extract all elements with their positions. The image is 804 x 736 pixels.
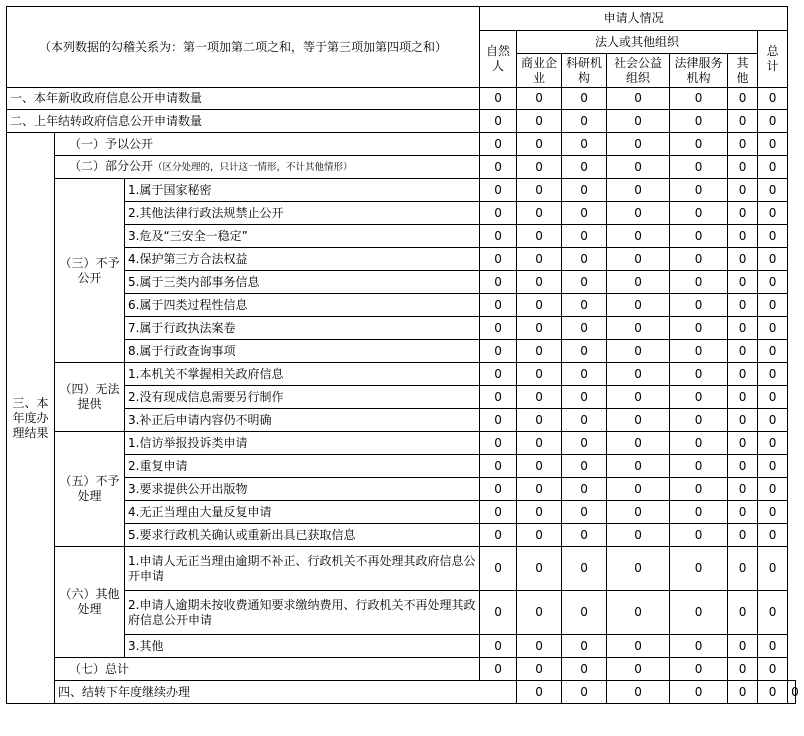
legal-group-header: 法人或其他组织 (517, 31, 758, 54)
cell-value: 0 (480, 591, 517, 635)
cell-value: 0 (480, 133, 517, 156)
cell-value: 0 (670, 681, 728, 704)
cell-value: 0 (607, 88, 670, 110)
cell-value: 0 (480, 110, 517, 133)
row-label: （一）予以公开 (55, 133, 480, 156)
cell-value: 0 (517, 179, 562, 202)
cell-value: 0 (728, 271, 758, 294)
cell-value: 0 (562, 658, 607, 681)
cell-value: 0 (607, 156, 670, 179)
row-label (55, 156, 480, 179)
cell-value: 0 (517, 524, 562, 547)
cell-value: 0 (670, 409, 728, 432)
cell-value: 0 (758, 681, 788, 704)
table-row (7, 635, 796, 658)
cell-value: 0 (758, 225, 788, 248)
cell-value: 0 (728, 202, 758, 225)
cell-value: 0 (480, 156, 517, 179)
cell-value: 0 (758, 179, 788, 202)
total-header: 总计 (758, 31, 788, 88)
table-row (7, 88, 796, 110)
cell-value: 0 (728, 133, 758, 156)
row-label: 四、结转下年度继续办理 (55, 681, 517, 704)
cell-value: 0 (758, 317, 788, 340)
applicant-header: 申请人情况 (480, 7, 788, 31)
row-label: 2.其他法律行政法规禁止公开 (125, 202, 480, 225)
cell-value: 0 (758, 455, 788, 478)
cell-value: 0 (728, 547, 758, 591)
row-label: 1.本机关不掌握相关政府信息 (125, 363, 480, 386)
cell-value: 0 (607, 432, 670, 455)
cell-value: 0 (670, 271, 728, 294)
cell-value: 0 (670, 635, 728, 658)
business-header: 商业企业 (517, 54, 562, 88)
cell-value: 0 (562, 202, 607, 225)
cell-value: 0 (670, 658, 728, 681)
cell-value: 0 (728, 363, 758, 386)
cell-value: 0 (607, 202, 670, 225)
table-row (7, 294, 796, 317)
cell-value: 0 (562, 248, 607, 271)
partial-label: （二）部分公开 (69, 159, 154, 173)
cell-value: 0 (480, 386, 517, 409)
cell-value: 0 (728, 409, 758, 432)
cell-value: 0 (670, 294, 728, 317)
cell-value: 0 (728, 432, 758, 455)
cell-value: 0 (517, 271, 562, 294)
cell-value: 0 (758, 478, 788, 501)
cell-value: 0 (728, 478, 758, 501)
cell-value: 0 (517, 658, 562, 681)
cell-value: 0 (517, 432, 562, 455)
cell-value: 0 (480, 478, 517, 501)
cell-value: 0 (728, 340, 758, 363)
cell-value: 0 (607, 681, 670, 704)
cell-value: 0 (758, 294, 788, 317)
cell-value: 0 (670, 363, 728, 386)
cell-value: 0 (758, 501, 788, 524)
cell-value: 0 (728, 386, 758, 409)
cell-value: 0 (562, 386, 607, 409)
row-label: 7.属于行政执法案卷 (125, 317, 480, 340)
cell-value: 0 (480, 455, 517, 478)
cell-value: 0 (670, 156, 728, 179)
cell-value: 0 (607, 591, 670, 635)
cell-value: 0 (562, 455, 607, 478)
row-label: 二、上年结转政府信息公开申请数量 (7, 110, 480, 133)
social-header: 社会公益组织 (607, 54, 670, 88)
table-row (7, 225, 796, 248)
table-row (7, 156, 796, 179)
cell-value: 0 (788, 681, 796, 704)
cell-value: 0 (517, 501, 562, 524)
cell-value: 0 (562, 363, 607, 386)
cell-value: 0 (728, 88, 758, 110)
cell-value: 0 (562, 635, 607, 658)
cell-value: 0 (758, 271, 788, 294)
cell-value: 0 (480, 547, 517, 591)
legal-service-header: 法律服务机构 (670, 54, 728, 88)
cell-value: 0 (607, 294, 670, 317)
cell-value: 0 (517, 294, 562, 317)
cell-value: 0 (607, 386, 670, 409)
cell-value: 0 (728, 658, 758, 681)
cell-value: 0 (517, 202, 562, 225)
cell-value: 0 (480, 294, 517, 317)
cell-value: 0 (480, 409, 517, 432)
cell-value: 0 (562, 156, 607, 179)
cell-value: 0 (607, 179, 670, 202)
cell-value: 0 (670, 455, 728, 478)
cell-value: 0 (728, 317, 758, 340)
cell-value: 0 (480, 225, 517, 248)
cell-value: 0 (480, 340, 517, 363)
cell-value: 0 (517, 363, 562, 386)
cell-value: 0 (607, 248, 670, 271)
cell-value: 0 (670, 88, 728, 110)
cell-value: 0 (758, 202, 788, 225)
cell-value: 0 (517, 156, 562, 179)
cell-value: 0 (517, 317, 562, 340)
cell-value: 0 (758, 88, 788, 110)
row-label: 3.其他 (125, 635, 480, 658)
cell-value: 0 (728, 455, 758, 478)
cell-value: 0 (517, 478, 562, 501)
cell-value: 0 (480, 635, 517, 658)
cell-value: 0 (670, 225, 728, 248)
cell-value: 0 (562, 478, 607, 501)
table-row (7, 363, 796, 386)
cell-value: 0 (670, 340, 728, 363)
cell-value: 0 (607, 225, 670, 248)
cell-value: 0 (758, 409, 788, 432)
cell-value: 0 (517, 110, 562, 133)
table-row (7, 478, 796, 501)
cell-value: 0 (670, 110, 728, 133)
cell-value: 0 (480, 248, 517, 271)
cell-value: 0 (517, 591, 562, 635)
cell-value: 0 (728, 501, 758, 524)
other-header: 其他 (728, 54, 758, 88)
cell-value: 0 (670, 478, 728, 501)
table-row (7, 110, 796, 133)
cell-value: 0 (758, 524, 788, 547)
table-row (7, 202, 796, 225)
table-row (7, 591, 796, 635)
table-row (7, 340, 796, 363)
cell-value: 0 (728, 591, 758, 635)
cell-value: 0 (670, 591, 728, 635)
cell-value: 0 (517, 386, 562, 409)
cell-value: 0 (670, 179, 728, 202)
row-label: 一、本年新收政府信息公开申请数量 (7, 88, 480, 110)
cell-value: 0 (670, 501, 728, 524)
cell-value: 0 (607, 455, 670, 478)
cell-value: 0 (728, 110, 758, 133)
cell-value: 0 (758, 363, 788, 386)
cell-value: 0 (758, 248, 788, 271)
table-row (7, 455, 796, 478)
cell-value: 0 (607, 524, 670, 547)
cell-value: 0 (758, 386, 788, 409)
cell-value: 0 (728, 156, 758, 179)
row-label: 5.要求行政机关确认或重新出具已获取信息 (125, 524, 480, 547)
cell-value: 0 (758, 133, 788, 156)
cell-value: 0 (480, 202, 517, 225)
cell-value: 0 (607, 363, 670, 386)
table-row (7, 681, 796, 704)
table-row (7, 133, 796, 156)
table-row (7, 386, 796, 409)
cell-value: 0 (758, 658, 788, 681)
row-label: 1.申请人无正当理由逾期不补正、行政机关不再处理其政府信息公开申请 (125, 547, 480, 591)
cell-value: 0 (607, 547, 670, 591)
cell-value: 0 (758, 635, 788, 658)
disclosure-table (6, 6, 799, 704)
group-six-label: （六）其他处理 (55, 547, 125, 658)
cell-value: 0 (562, 88, 607, 110)
table-row (7, 524, 796, 547)
cell-value: 0 (562, 110, 607, 133)
cell-value: 0 (607, 658, 670, 681)
cell-value: 0 (607, 110, 670, 133)
table-row (7, 248, 796, 271)
cell-value: 0 (670, 248, 728, 271)
cell-value: 0 (517, 340, 562, 363)
row-label: 2.申请人逾期未按收费通知要求缴纳费用、行政机关不再处理其政府信息公开申请 (125, 591, 480, 635)
cell-value: 0 (480, 501, 517, 524)
cell-value: 0 (728, 225, 758, 248)
cell-value: 0 (670, 202, 728, 225)
cell-value: 0 (758, 156, 788, 179)
cell-value: 0 (562, 225, 607, 248)
cell-value: 0 (758, 340, 788, 363)
cell-value: 0 (517, 409, 562, 432)
row-label: 3.补正后申请内容仍不明确 (125, 409, 480, 432)
table-row (7, 409, 796, 432)
cell-value: 0 (562, 133, 607, 156)
row-label: 4.无正当理由大量反复申请 (125, 501, 480, 524)
cell-value: 0 (607, 133, 670, 156)
cell-value: 0 (728, 681, 758, 704)
cell-value: 0 (517, 88, 562, 110)
cell-value: 0 (758, 432, 788, 455)
cell-value: 0 (562, 409, 607, 432)
cell-value: 0 (607, 501, 670, 524)
cell-value: 0 (562, 271, 607, 294)
table-row (7, 179, 796, 202)
cell-value: 0 (670, 547, 728, 591)
table-row (7, 658, 796, 681)
row-label: 1.信访举报投诉类申请 (125, 432, 480, 455)
cell-value: 0 (480, 179, 517, 202)
cell-value: 0 (607, 271, 670, 294)
row-label: 1.属于国家秘密 (125, 179, 480, 202)
natural-person-header: 自然人 (480, 31, 517, 88)
row-label: 6.属于四类过程性信息 (125, 294, 480, 317)
row-label: 3.要求提供公开出版物 (125, 478, 480, 501)
row-label: 5.属于三类内部事务信息 (125, 271, 480, 294)
cell-value: 0 (607, 317, 670, 340)
research-header: 科研机构 (562, 54, 607, 88)
group-four-label: （四）无法提供 (55, 363, 125, 432)
cell-value: 0 (562, 340, 607, 363)
row-label: 2.重复申请 (125, 455, 480, 478)
cell-value: 0 (607, 478, 670, 501)
cell-value: 0 (728, 179, 758, 202)
cell-value: 0 (562, 294, 607, 317)
cell-value: 0 (517, 681, 562, 704)
table-row (7, 317, 796, 340)
cell-value: 0 (728, 524, 758, 547)
table-row (7, 501, 796, 524)
cell-value: 0 (562, 501, 607, 524)
table-row (7, 271, 796, 294)
cell-value: 0 (480, 88, 517, 110)
cell-value: 0 (480, 432, 517, 455)
cell-value: 0 (670, 317, 728, 340)
cell-value: 0 (607, 409, 670, 432)
cell-value: 0 (670, 386, 728, 409)
cell-value: 0 (728, 248, 758, 271)
partial-note: （区分处理的，只计这一情形，不计其他情形） (153, 162, 353, 173)
row-label: 8.属于行政查询事项 (125, 340, 480, 363)
table-row (7, 432, 796, 455)
cell-value: 0 (562, 591, 607, 635)
cell-value: 0 (562, 547, 607, 591)
section-three-label: 三、本年度办理结果 (7, 133, 55, 704)
cell-value: 0 (670, 524, 728, 547)
row-label: 4.保护第三方合法权益 (125, 248, 480, 271)
group-five-label: （五）不予处理 (55, 432, 125, 547)
cell-value: 0 (728, 294, 758, 317)
cell-value: 0 (562, 681, 607, 704)
cell-value: 0 (517, 248, 562, 271)
cell-value: 0 (607, 340, 670, 363)
cell-value: 0 (670, 133, 728, 156)
cell-value: 0 (758, 110, 788, 133)
group-three-label: （三）不予公开 (55, 179, 125, 363)
table-note: （本列数据的勾稽关系为：第一项加第二项之和，等于第三项加第四项之和） (7, 7, 480, 88)
cell-value: 0 (517, 635, 562, 658)
cell-value: 0 (480, 317, 517, 340)
cell-value: 0 (480, 524, 517, 547)
row-label: 3.危及“三安全一稳定” (125, 225, 480, 248)
row-label: （七）总计 (55, 658, 480, 681)
cell-value: 0 (562, 524, 607, 547)
cell-value: 0 (758, 547, 788, 591)
cell-value: 0 (562, 432, 607, 455)
cell-value: 0 (480, 271, 517, 294)
cell-value: 0 (562, 179, 607, 202)
cell-value: 0 (728, 635, 758, 658)
cell-value: 0 (758, 591, 788, 635)
row-label: 2.没有现成信息需要另行制作 (125, 386, 480, 409)
cell-value: 0 (607, 635, 670, 658)
cell-value: 0 (517, 455, 562, 478)
cell-value: 0 (480, 363, 517, 386)
cell-value: 0 (670, 432, 728, 455)
cell-value: 0 (517, 547, 562, 591)
cell-value: 0 (517, 225, 562, 248)
cell-value: 0 (517, 133, 562, 156)
table-row (7, 547, 796, 591)
cell-value: 0 (480, 658, 517, 681)
cell-value: 0 (562, 317, 607, 340)
